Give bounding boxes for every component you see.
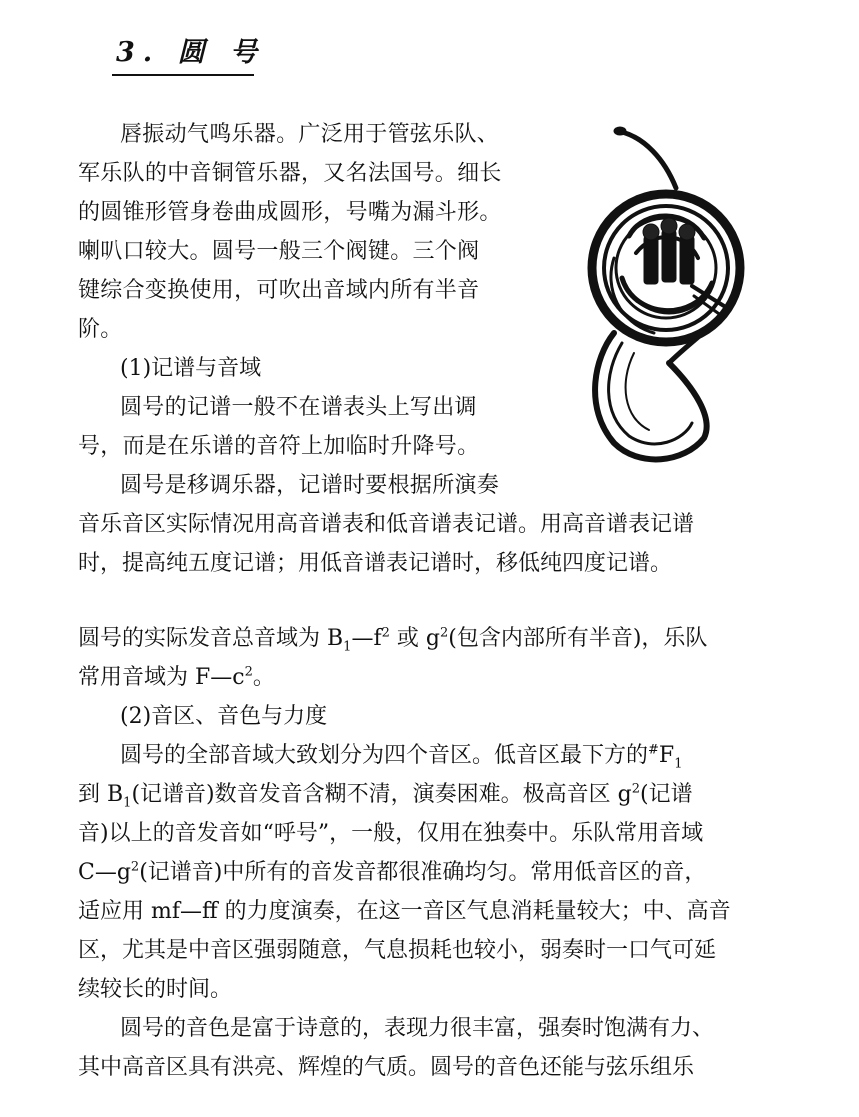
subsection-title-2: (2)音区、音色与力度 [120, 704, 328, 729]
transpose-line-3: 时，提高纯五度记谱；用低音谱表记谱时，移低纯四度记谱。 [78, 551, 673, 576]
intro-line-6: 阶。 [78, 317, 123, 342]
register-line-4: $C—g^2$(记谱音)中所有的音发音都很准确均匀。常用低音区的音， [78, 859, 707, 885]
intro-line-3: 的圆锥形管身卷曲成圆形，号嘴为漏斗形。 [78, 200, 502, 225]
register-line-7: 续较长的时间。 [78, 977, 233, 1002]
notation-line-1: 圆号的记谱一般不在谱表头上写出调 [120, 395, 477, 420]
french-horn-icon [574, 118, 746, 480]
timbre-line-2: 其中高音区具有洪亮、辉煌的气质。圆号的音色还能与弦乐组乐 [78, 1055, 695, 1080]
heading-underline [112, 74, 254, 76]
intro-line-4: 喇叭口较大。圆号一般三个阀键。三个阀 [78, 239, 480, 264]
intro-line-1: 唇振动气鸣乐器。广泛用于管弦乐队、 [120, 122, 500, 147]
range-line-1: 圆号的实际发音总音域为 $B_1—f^2$ 或 $g^2$(包含内部所有半音)，乐队 [78, 625, 708, 655]
register-line-2: 到 $B_1$(记谱音)数音发音含糊不清，演奏困难。极高音区 $g^2$(记谱 [78, 781, 693, 811]
register-line-3: 音)以上的音发音如“呼号”，一般，仅用在独奏中。乐队常用音域 [78, 821, 704, 846]
transpose-line-2: 音乐音区实际情况用高音谱表和低音谱表记谱。用高音谱表记谱 [78, 512, 695, 537]
intro-line-2: 军乐队的中音铜管乐器，又名法国号。细长 [78, 161, 502, 186]
transpose-line-1: 圆号是移调乐器，记谱时要根据所演奏 [120, 473, 500, 498]
timbre-line-1: 圆号的音色是富于诗意的，表现力很丰富，强奏时饱满有力、 [120, 1016, 715, 1041]
subsection-title-1: (1)记谱与音域 [120, 356, 262, 381]
intro-line-5: 键综合变换使用，可吹出音域内所有半音 [78, 278, 480, 303]
section-heading: 3. 圆 号 [116, 37, 265, 68]
register-line-1: 圆号的全部音域大致划分为四个音区。低音区最下方的$^{\#}F_1$ [120, 742, 683, 772]
range-line-2: 常用音域为 $F—c^2$。 [78, 664, 275, 690]
notation-line-2: 号，而是在乐谱的音符上加临时升降号。 [78, 434, 480, 459]
register-line-5: 适应用 mf—ff 的力度演奏，在这一音区气息消耗量较大；中、高音 [78, 899, 731, 924]
register-line-6: 区，尤其是中音区强弱随意，气息损耗也较小，弱奏时一口气可延 [78, 938, 717, 963]
